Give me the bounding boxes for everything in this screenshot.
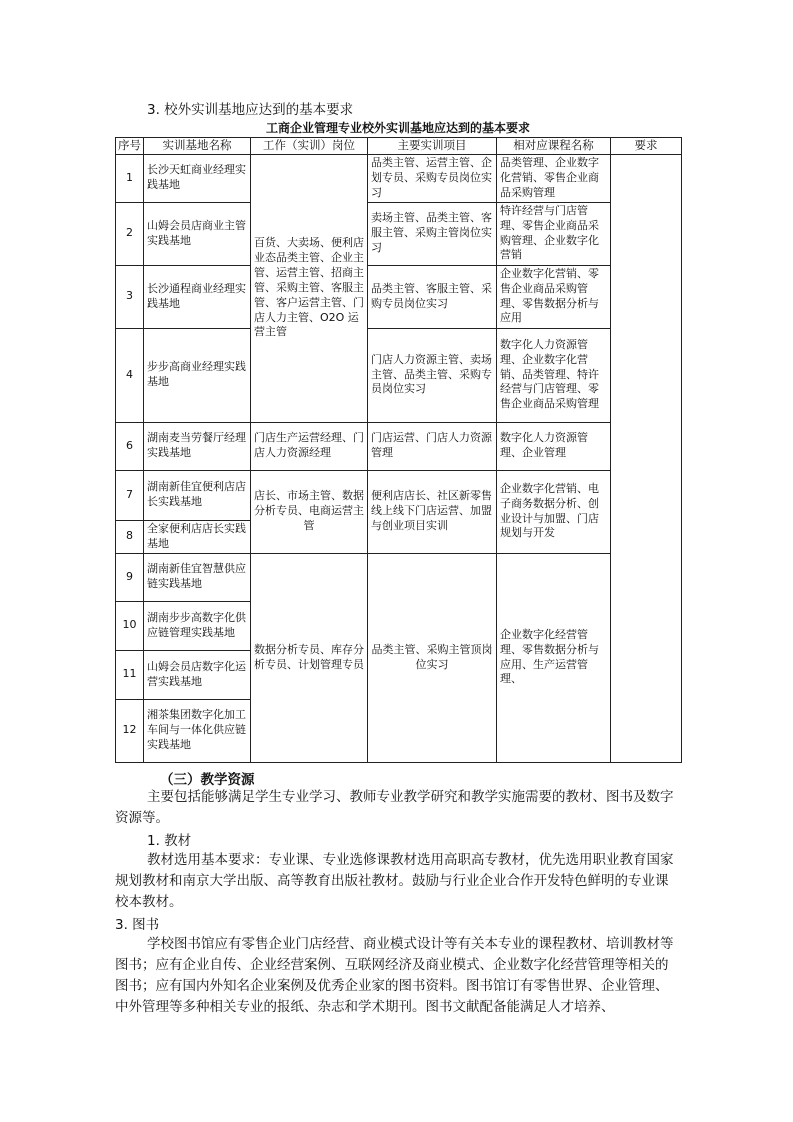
table-title: 工商企业管理专业校外实训基地应达到的基本要求 bbox=[265, 121, 530, 135]
base-name: 湖南新佳宜智慧供应链实践基地 bbox=[144, 553, 251, 601]
row-number: 10 bbox=[116, 601, 144, 650]
subsection-title-textbooks: 1. 教材 bbox=[147, 833, 192, 849]
table-row bbox=[116, 202, 682, 265]
requirement-cell bbox=[611, 155, 682, 763]
row-number: 7 bbox=[116, 470, 144, 520]
post-cell: 店长、市场主管、数据分析专员、电商运营主管 bbox=[251, 470, 368, 553]
base-name: 长沙天虹商业经理实践基地 bbox=[144, 155, 251, 203]
post-cell: 门店生产运营经理、门店人力资源经理 bbox=[251, 422, 368, 470]
course-cell: 数字化人力资源管理、企业数字化营销、品类管理、特许经营与门店管理、零售企业商品采购管理 bbox=[497, 328, 611, 422]
header-post: 工作（实训）岗位 bbox=[251, 138, 368, 155]
post-cell: 数据分析专员、库存分析专员、计划管理专员 bbox=[251, 553, 368, 762]
subsection-title-books: 3. 图书 bbox=[115, 917, 160, 933]
section-intro: 主要包括能够满足学生专业学习、教师专业教学研究和教学实施需要的教材、图书及数字资源等。 bbox=[115, 789, 674, 826]
table-row bbox=[116, 553, 682, 601]
base-name: 湖南新佳宜便利店店长实践基地 bbox=[144, 470, 251, 520]
post-cell: 百货、大卖场、便利店业态品类主管、企业主管、运营主管、招商主管、采购主管、客服主管、客户运营主管、门店人力主管、O2O 运营主管 bbox=[251, 155, 368, 423]
section-title-teaching-resources: （三）教学资源 bbox=[160, 772, 255, 788]
project-cell: 门店人力资源主管、卖场主管、品类主管、采购专员岗位实习 bbox=[368, 328, 497, 422]
table-row bbox=[116, 265, 682, 328]
row-number: 9 bbox=[116, 553, 144, 601]
course-cell: 特许经营与门店管理、零售企业商品采购管理、企业数字化营销 bbox=[497, 202, 611, 265]
header-requirement: 要求 bbox=[611, 138, 682, 155]
course-cell: 数字化人力资源管理、企业管理 bbox=[497, 422, 611, 470]
table-row bbox=[116, 328, 682, 422]
row-number: 3 bbox=[116, 265, 144, 328]
course-cell: 企业数字化营销、电子商务数据分析、创业设计与加盟、门店规划与开发 bbox=[497, 470, 611, 553]
base-name: 长沙通程商业经理实践基地 bbox=[144, 265, 251, 328]
textbooks-paragraph: 教材选用基本要求：专业课、专业选修课教材选用高职高专教材，优先选用职业教育国家规划教材和南京大学出版、高等教育出版社教材。鼓励与行业企业合作开发特色鲜明的专业课校本教材。 bbox=[115, 852, 674, 910]
row-number: 12 bbox=[116, 699, 144, 762]
table-row bbox=[116, 422, 682, 470]
base-name: 步步高商业经理实践基地 bbox=[144, 328, 251, 422]
header-base-name: 实训基地名称 bbox=[144, 138, 251, 155]
books-paragraph: 学校图书馆应有零售企业门店经营、商业模式设计等有关本专业的课程教材、培训教材等图书；应有企业自传、企业经营案例、互联网经济及商业模式、企业数字化经营管理等相关的图书；应有国内外知名企业案例及优秀企业家的图书资料。图书馆订有零售世界、企业管理、中外管理等多种相关专业的报纸、杂志和学术期刊。图书文献配备能满足人才培养、 bbox=[115, 936, 674, 1015]
project-cell: 便利店店长、社区新零售线上线下门店运营、加盟与创业项目实训 bbox=[368, 470, 497, 553]
table-row bbox=[116, 155, 682, 203]
row-number: 11 bbox=[116, 650, 144, 699]
base-name: 全家便利店店长实践基地 bbox=[144, 520, 251, 553]
row-number: 4 bbox=[116, 328, 144, 422]
training-base-table bbox=[115, 137, 682, 763]
header-course: 相对应课程名称 bbox=[497, 138, 611, 155]
course-cell: 品类管理、企业数字化营销、零售企业商品采购管理 bbox=[497, 155, 611, 203]
header-project: 主要实训项目 bbox=[368, 138, 497, 155]
base-name: 湘茶集团数字化加工车间与一体化供应链实践基地 bbox=[144, 699, 251, 762]
row-number: 2 bbox=[116, 202, 144, 265]
project-cell: 品类主管、采购主管顶岗位实习 bbox=[368, 553, 497, 762]
row-number: 6 bbox=[116, 422, 144, 470]
base-name: 湖南步步高数字化供应链管理实践基地 bbox=[144, 601, 251, 650]
project-cell: 品类主管、客服主管、采购专员岗位实习 bbox=[368, 265, 497, 328]
section-heading: 3. 校外实训基地应达到的基本要求 bbox=[147, 102, 354, 118]
base-name: 山姆会员店商业主管实践基地 bbox=[144, 202, 251, 265]
table-row bbox=[116, 470, 682, 520]
project-cell: 门店运营、门店人力资源管理 bbox=[368, 422, 497, 470]
row-number: 8 bbox=[116, 520, 144, 553]
base-name: 湖南麦当劳餐厅经理实践基地 bbox=[144, 422, 251, 470]
project-cell: 卖场主管、品类主管、客服主管、采购主管岗位实习 bbox=[368, 202, 497, 265]
row-number: 1 bbox=[116, 155, 144, 203]
base-name: 山姆会员店数字化运营实践基地 bbox=[144, 650, 251, 699]
project-cell: 品类主管、运营主管、企划专员、采购专员岗位实习 bbox=[368, 155, 497, 203]
table-header-row bbox=[116, 138, 682, 155]
header-no: 序号 bbox=[116, 138, 144, 155]
course-cell: 企业数字化营销、零售企业商品采购管理、零售数据分析与应用 bbox=[497, 265, 611, 328]
course-cell: 企业数字化经营管理、零售数据分析与应用、生产运营管理、 bbox=[497, 553, 611, 762]
